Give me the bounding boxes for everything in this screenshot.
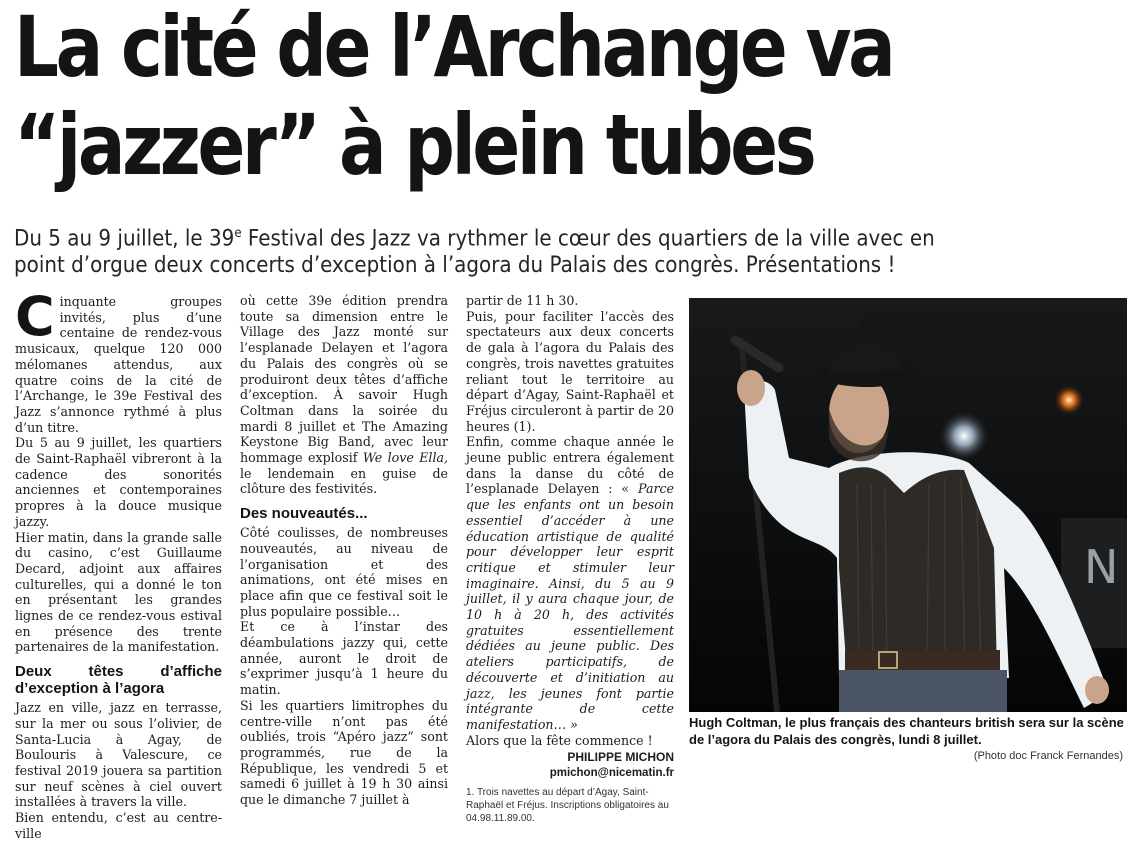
concert-photo — [689, 298, 1127, 712]
col2-p3: Et ce à l’instar des déambulations jazzy qui, cette année, auront le droit de s’exprimer jusqu’à 1 heure du matin. — [240, 619, 448, 698]
col3-p2: Puis, pour faciliter l’accès des spectateurs aux deux concerts de gala à l’agora du Palais des congrès, trois navettes gratuites reliant tout le territoire au départ d’Agay, Saint-Raphaël et Fréjus circuleront à partir de 20 heures (1). — [466, 308, 674, 434]
col1-p2: Du 5 au 9 juillet, les quartiers de Saint-Raphaël vibreront à la cadence des sonorités anciennes et contemporaines propres à la douce musique jazzy. — [15, 435, 222, 529]
belt — [845, 650, 1000, 670]
col3-p3-a: Enfin, comme chaque année le jeune public entrera également dans la danse du côté de l’esplanade Delayen : « — [466, 434, 674, 497]
author-name: PHILIPPE MICHON — [567, 750, 674, 765]
deck-line-1-a: Du 5 au 9 juillet, le 39 — [14, 226, 235, 252]
white-spotlight-1 — [938, 410, 990, 462]
col1-p1: inquante groupes invités, plus d’une centaine de rendez-vous musicaux, quelque 120 000 mélomanes attendus, aux quatre coins de la cité de l’Archange, le 39e Festival des Jazz s’annonce rythmé à plus d’un titre. — [15, 294, 222, 435]
jeans — [839, 670, 1007, 712]
headline — [14, 0, 951, 194]
singer-illustration — [689, 298, 1127, 712]
col2-p1-b: le lendemain en guise de clôture des festivités. — [240, 465, 448, 497]
banner-letters: N — [1084, 540, 1119, 594]
col2-p2: Côté coulisses, de nombreuses nouveautés, au niveau de l’organisation et des animations, ont été mises en place afin que ce festival soit le plus populaire possible… — [240, 525, 448, 619]
drop-cap: C — [15, 285, 55, 348]
col2-p1-a: où cette 39e édition prendra toute sa dimension entre le Village des Jazz monté sur l’esplanade Delayen et l’agora du Palais des congrès où se produiront deux têtes d’affiche d’exception. À savoir Hugh Coltman dans la soirée du mardi 8 juillet et The Amazing Keystone Big Band, avec leur hommage explosif — [240, 293, 448, 466]
photo-caption: Hugh Coltman, le plus français des chanteurs british sera sur la scène de l’agora du Palais des congrès, lundi 8 juillet. — [689, 715, 1124, 747]
hand-on-mic — [737, 370, 765, 406]
col1-p3: Hier matin, dans la grande salle du casino, c’est Guillaume Decard, adjoint aux affaires culturelles, qui a donné le ton en présentant les grandes lignes de ce rendez-vous estival en présence des trente partenaires de la manifestation. — [15, 529, 222, 655]
col3-p3 — [466, 434, 674, 732]
footnote: 1. Trois navettes au départ d’Agay, Saint-Raphaël et Fréjus. Inscriptions obligatoires au 04.98.11.89.00. — [466, 786, 669, 824]
article-column-3 — [466, 293, 674, 825]
deck-line-1 — [14, 220, 1023, 252]
intro-paragraph — [15, 285, 222, 435]
hand-right — [1085, 676, 1109, 704]
photo-credit: (Photo doc Franck Fernandes) — [973, 750, 1123, 762]
orange-light — [1053, 384, 1085, 416]
deck-line-2: point d’orgue deux concerts d’exception à l’agora du Palais des congrès. Présentations ! — [14, 253, 896, 279]
article-column-1 — [15, 285, 222, 842]
subhead-headliners: Deux têtes d’affiche d’exception à l’agora — [15, 663, 222, 698]
headline-line-2: “jazzer” à plein tubes — [14, 96, 814, 194]
col2-p4: Si les quartiers limitrophes du centre-ville n’ont pas été oubliés, trois “Apéro jazz” sont programmés, rue de la République, les vendredi 5 et samedi 6 juillet à 19 h 30 ainsi que le dimanche 7 juillet à — [240, 697, 448, 808]
author-email: pmichon@nicematin.fr — [549, 767, 674, 780]
article-column-2 — [240, 293, 448, 808]
col3-p4: Alors que la fête commence ! — [466, 732, 653, 748]
headline-line-1: La cité de l’Archange va — [14, 0, 893, 96]
col1-p5: Bien entendu, c’est au centre-ville — [15, 810, 222, 841]
col1-p4: Jazz en ville, jazz en terrasse, sur la mer ou sous l’olivier, de Santa-Lucia à Agay, de Boulouris à Valescure, ce festival 2019 jouera sa partition sur neuf scènes à ciel ouvert installées à travers la ville. — [15, 700, 222, 810]
col2-p1 — [240, 293, 448, 497]
col2-p1-italic: We love Ella, — [362, 450, 448, 466]
col3-p1: partir de 11 h 30. — [466, 293, 579, 308]
subhead-news: Des nouveautés... — [240, 505, 368, 523]
vest — [839, 467, 997, 673]
deck-line-1-sup: e — [234, 226, 242, 241]
deck-line-1-b: Festival des Jazz va rythmer le cœur des quartiers de la ville avec en — [241, 226, 935, 252]
deck — [14, 220, 1023, 279]
col3-p3-quote: Parce que les enfants ont un besoin essentiel d’accéder à une éducation artistique de qualité pour développer leur esprit critique et stimuler leur imaginaire. Ainsi, du 5 au 9 juillet, il y aura chaque jour, de 10 h à 20 h, des activités gratuites essentiellement dédiées au jeune public. Des ateliers participatifs, de découverte et d’initiation au jazz, les jeunes font partie intégrante de cette manifestation… » — [466, 481, 674, 732]
